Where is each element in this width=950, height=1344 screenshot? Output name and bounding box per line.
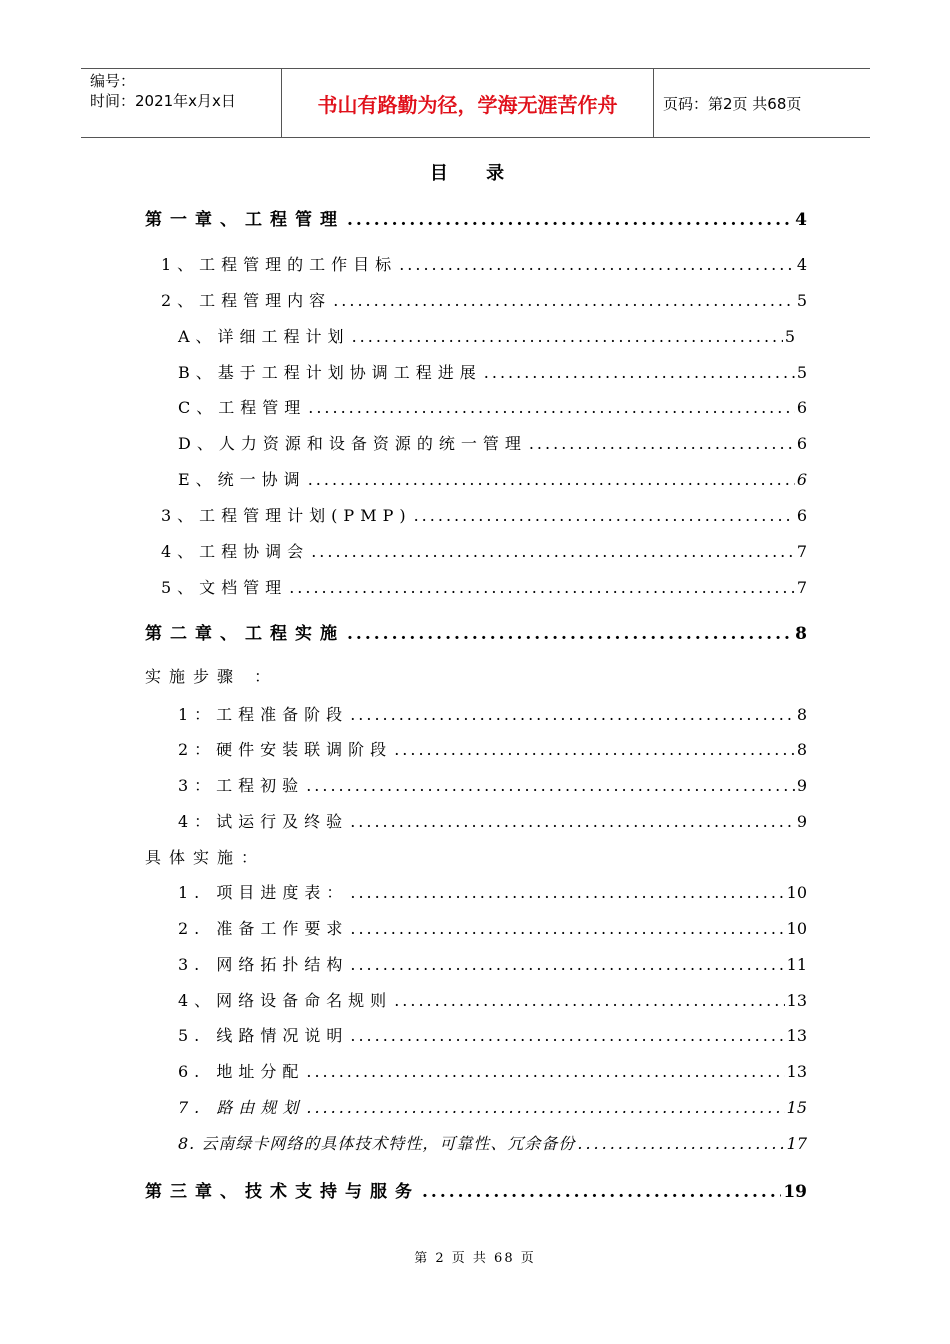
document-header xyxy=(81,68,870,138)
number-label: 编号： xyxy=(90,72,136,90)
toc-label: 第二章、工程实施 xyxy=(145,624,345,644)
toc-label: 4、工程协调会 xyxy=(161,542,310,561)
toc-label: D、人力资源和设备资源的统一管理 xyxy=(178,434,527,453)
section-heading: 实施步骤 ： xyxy=(145,667,279,686)
toc-entry[interactable] xyxy=(178,952,807,975)
toc-label: C、工程管理 xyxy=(178,398,307,417)
toc-label: 3、工程管理计划(PMP) xyxy=(161,506,412,525)
toc-label: 1. 项目进度表： xyxy=(178,883,349,902)
header-left-cell xyxy=(81,69,281,137)
toc-entry[interactable] xyxy=(161,575,807,598)
toc-page: 13 xyxy=(786,1026,807,1045)
toc-page: 17 xyxy=(786,1134,807,1153)
toc-page: 5 xyxy=(784,327,795,346)
section-heading: 具体实施： xyxy=(145,848,266,867)
toc-page: 13 xyxy=(786,1062,807,1081)
toc-label: 7. 路由规划 xyxy=(178,1098,305,1117)
toc-label: 3. 网络拓扑结构 xyxy=(178,955,349,974)
toc-entry[interactable] xyxy=(178,880,807,903)
toc-label: 3：工程初验 xyxy=(178,776,305,795)
toc-page: 8 xyxy=(795,624,807,644)
toc-page: 6 xyxy=(796,470,807,489)
motto: 书山有路勤为径，学海无涯苦作舟 xyxy=(281,69,654,137)
toc-title: 目 录 xyxy=(429,163,521,184)
toc-page: 10 xyxy=(786,919,807,938)
toc-entry[interactable] xyxy=(178,809,807,832)
toc-page: 4 xyxy=(795,210,807,230)
toc-entry[interactable] xyxy=(178,988,807,1011)
toc-label: 2、工程管理内容 xyxy=(161,291,332,310)
toc-label: 第一章、工程管理 xyxy=(145,210,345,230)
toc-page: 13 xyxy=(786,991,807,1010)
toc-page: 6 xyxy=(796,506,807,525)
toc-entry[interactable] xyxy=(178,431,807,454)
time-label: 时间：2021年x月x日 xyxy=(90,92,236,110)
toc-entry[interactable] xyxy=(178,1131,807,1154)
toc-entry[interactable] xyxy=(178,395,807,418)
toc-page: 9 xyxy=(796,812,807,831)
toc-page: 7 xyxy=(796,542,807,561)
toc-label: B、基于工程计划协调工程进展 xyxy=(178,363,482,382)
toc-entry[interactable] xyxy=(178,467,807,490)
toc-label: 第三章、技术支持与服务 xyxy=(145,1182,420,1202)
toc-label: E、统一协调 xyxy=(178,470,306,489)
toc-entry[interactable] xyxy=(178,737,807,760)
toc-entry[interactable] xyxy=(161,539,807,562)
toc-page: 10 xyxy=(786,883,807,902)
toc-label: 8. 云南绿卡网络的具体技术特性，可靠性、冗余备份 xyxy=(178,1134,576,1153)
toc-label: 5、文档管理 xyxy=(161,578,288,597)
toc-label: 6. 地址分配 xyxy=(178,1062,305,1081)
toc-entry[interactable] xyxy=(178,702,807,725)
toc-entry-chapter-3[interactable] xyxy=(145,1177,807,1202)
toc-label: 4、网络设备命名规则 xyxy=(178,991,393,1010)
toc-label: 2：硬件安装联调阶段 xyxy=(178,740,393,759)
toc-page: 9 xyxy=(796,776,807,795)
toc-label: 1、工程管理的工作目标 xyxy=(161,255,398,274)
toc-page: 7 xyxy=(796,578,807,597)
toc-entry[interactable] xyxy=(178,773,807,796)
page-info: 页码：第2页 共68页 xyxy=(663,94,802,113)
toc-entry[interactable] xyxy=(178,1059,807,1082)
toc-entry[interactable] xyxy=(161,288,807,311)
toc-page: 19 xyxy=(783,1182,807,1202)
toc-entry[interactable] xyxy=(178,360,807,383)
toc-label: A、详细工程计划 xyxy=(178,327,350,346)
toc-label: 2. 准备工作要求 xyxy=(178,919,349,938)
toc-page: 8 xyxy=(796,705,807,724)
toc-label: 1：工程准备阶段 xyxy=(178,705,349,724)
toc-entry[interactable] xyxy=(178,1023,807,1046)
toc-entry-chapter-1[interactable] xyxy=(145,205,807,230)
toc-page: 6 xyxy=(796,398,807,417)
toc-page: 4 xyxy=(796,255,807,274)
toc-label: 5. 线路情况说明 xyxy=(178,1026,349,1045)
page-footer: 第 2 页 共 68 页 xyxy=(414,1251,536,1266)
toc-page: 11 xyxy=(786,955,807,974)
toc-page: 5 xyxy=(796,363,807,382)
toc-label: 4：试运行及终验 xyxy=(178,812,349,831)
toc-page: 8 xyxy=(796,740,807,759)
toc-entry[interactable] xyxy=(178,1095,807,1118)
toc-page: 15 xyxy=(786,1098,807,1117)
toc-page: 5 xyxy=(796,291,807,310)
toc-entry[interactable] xyxy=(178,916,807,939)
toc-entry[interactable] xyxy=(161,503,807,526)
toc-entry[interactable] xyxy=(178,324,795,347)
toc-entry-chapter-2[interactable] xyxy=(145,619,807,644)
toc-page: 6 xyxy=(796,434,807,453)
toc-entry[interactable] xyxy=(161,252,807,275)
